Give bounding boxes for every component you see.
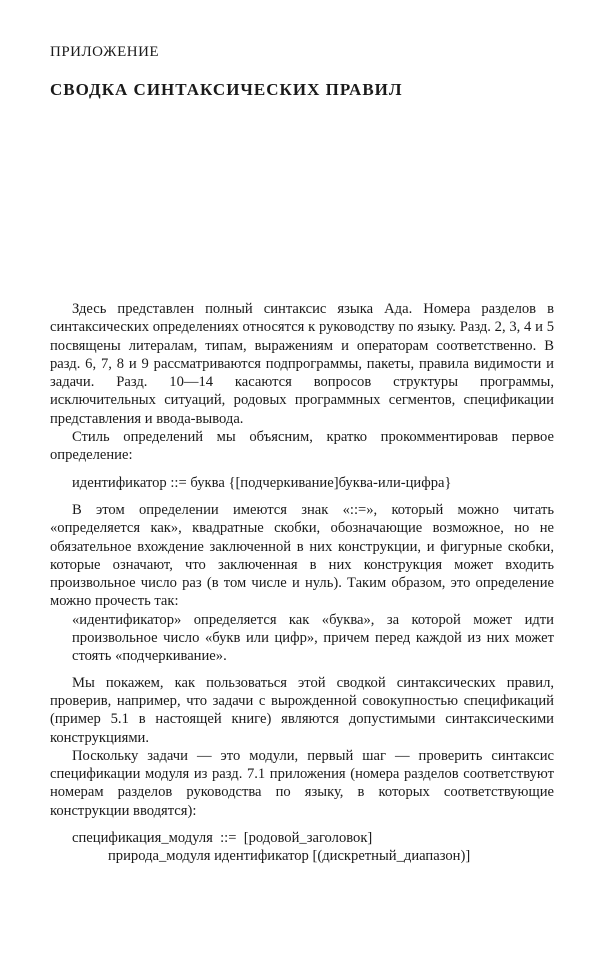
definition-example: идентификатор ::= буква {[подчеркивание]буква-или-цифра} (72, 474, 452, 491)
paragraph-style: Стиль определений мы объясним, кратко прокомментировав первое определение: (50, 429, 554, 464)
paragraph-explanation: В этом определении имеются знак «::=», который можно читать «определяется как», квадратные скобки, обозначающие возможное, но не обязательное вхождение заключенной в них конструкции, и фигурные скобки, которые означают, что заключенная в них конструкция может входить произвольное число раз (в том числе и нуль). Таким образом, это определение можно прочесть так: (50, 501, 554, 610)
paragraph-tasks: Поскольку задачи — это модули, первый шаг — проверить синтаксис спецификации модуля из разд. 7.1 приложения (номера разделов соответствуют номерам разделов руководства по языку, в которых соответствующие конструкции вводятся): (50, 747, 554, 819)
appendix-label: ПРИЛОЖЕНИЕ (50, 44, 160, 60)
definition-quote: «идентификатор» определяется как «буква», за которой может идти произвольное число «букв или цифр», причем перед каждой из них может стоять «подчеркивание». (72, 611, 554, 665)
code-line: спецификация_модуля ::= [родовой_заголовок] (72, 830, 373, 847)
paragraph-usage: Мы покажем, как пользоваться этой сводкой синтаксических правил, проверив, например, что задачи с вырожденной совокупностью спецификаций (пример 5.1 в настоящей книге) являются допустимыми синтаксическими конструкциями. (50, 674, 554, 746)
code-line: природа_модуля идентификатор [(дискретный_диапазон)] (108, 848, 471, 865)
paragraph-intro: Здесь представлен полный синтаксис языка Ада. Номера разделов в синтаксических определениях относятся к руководству по языку. Разд. 2, 3, 4 и 5 посвящены литералам, типам, выражениям и операторам соответственно. В разд. 6, 7, 8 и 9 рассматриваются подпрограммы, пакеты, правила видимости и задачи. Разд. 10—14 касаются вопросов структуры программы, исключительных ситуаций, родовых программных сегментов, спецификации представления и ввода-вывода. (50, 301, 554, 427)
page-title: СВОДКА СИНТАКСИЧЕСКИХ ПРАВИЛ (50, 80, 403, 99)
document-body (50, 300, 554, 866)
code-block (72, 829, 554, 866)
